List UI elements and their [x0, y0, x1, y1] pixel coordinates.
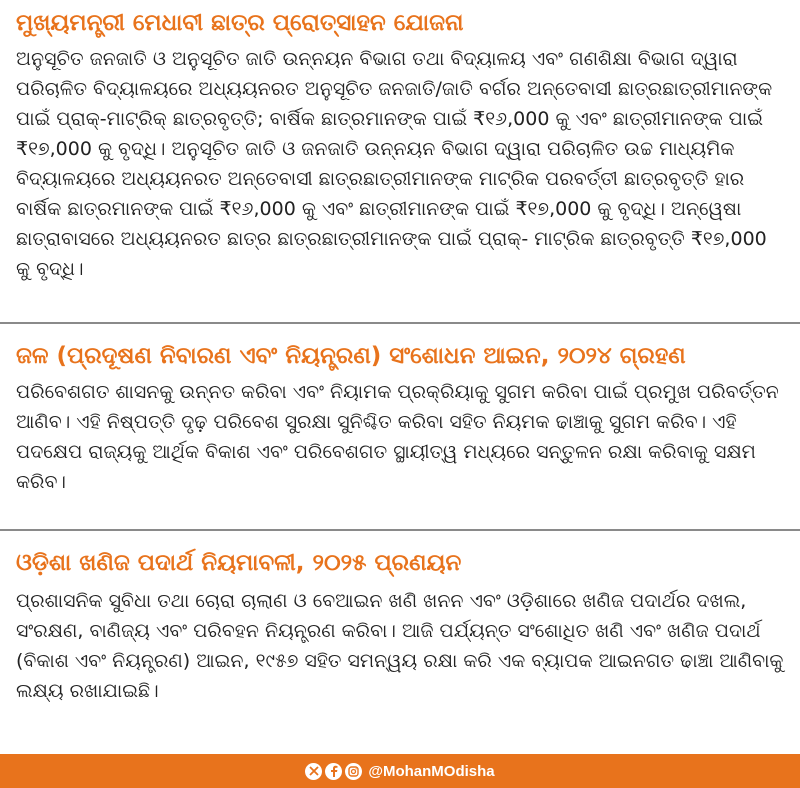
footer-bar [0, 754, 800, 788]
section-title: ଜଳ (ପ୍ରଦୂଷଣ ନିବାରଣ ଏବଂ ନିୟନ୍ତ୍ରଣ) ସଂଶୋଧନ ଆଇନ, ୨୦୨୪ ଗ୍ରହଣ [16, 343, 686, 369]
section-title: ଓଡ଼ିଶା ଖଣିଜ ପଦାର୍ଥ ନିୟମାବଳୀ, ୨୦୨୫ ପ୍ରଣୟନ [16, 550, 462, 576]
social-handle[interactable]: @MohanMOdisha [368, 762, 495, 780]
section-body: ପ୍ରଶାସନିକ ସୁବିଧା ତଥା ଚୋରା ଚାଲାଣ ଓ ବେଆଇନ ଖଣି ଖନନ ଏବଂ ଓଡ଼ିଶାରେ ଖଣିଜ ପଦାର୍ଥର ଦଖଲ, ସଂରକ୍ଷଣ, ବାଣିଜ୍ୟ ଏବଂ ପରିବହନ ନିୟନ୍ତ୍ରଣ କରିବା। ଆଜି ପର୍ଯ୍ୟନ୍ତ ସଂଶୋଧିତ ଖଣି ଏବଂ ଖଣିଜ ପଦାର୍ଥ (ବିକାଶ ଏବଂ ନିୟନ୍ତ୍ରଣ) ଆଇନ, ୧୯୫୭ ସହିତ ସମନ୍ୱୟ ରକ୍ଷା କରି ଏକ ବ୍ୟାପକ ଆଇନଗତ ଢାଞ୍ଚା ଆଣିବାକୁ ଲକ୍ଷ୍ୟ ରଖାଯାଇଛି। [16, 590, 784, 702]
section-title: ମୁଖ୍ୟମନ୍ତ୍ରୀ ମେଧାବୀ ଛାତ୍ର ପ୍ରୋତ୍ସାହନ ଯୋଜନା [16, 10, 464, 36]
section-water-act [0, 323, 800, 529]
section-body: ଅନୁସୂଚିତ ଜନଜାତି ଓ ଅନୁସୂଚିତ ଜାତି ଉନ୍ନୟନ ବିଭାଗ ତଥା ବିଦ୍ୟାଳୟ ଏବଂ ଗଣଶିକ୍ଷା ବିଭାଗ ଦ୍ୱାରା ପରିଚାଳିତ ବିଦ୍ୟାଳୟରେ ଅଧ୍ୟୟନରତ ଅନୁସୂଚିତ ଜନଜାତି/ଜାତି ବର୍ଗର ଅନ୍ତେବାସୀ ଛାତ୍ରଛାତ୍ରୀମାନଙ୍କ ପାଇଁ ପ୍ରାକ୍-ମାଟ୍ରିକ୍ ଛାତ୍ରବୃତ୍ତି; ବାର୍ଷିକ ଛାତ୍ରମାନଙ୍କ ପାଇଁ ₹୧୬,000 କୁ ଏବଂ ଛାତ୍ରୀମାନଙ୍କ ପାଇଁ ₹୧୭,000 କୁ ବୃଦ୍ଧି। ଅନୁସୂଚିତ ଜାତି ଓ ଜନଜାତି ଉନ୍ନୟନ ବିଭାଗ ଦ୍ୱାରା ପରିଚାଳିତ ଉଚ୍ଚ ମାଧ୍ୟମିକ ବିଦ୍ୟାଳୟରେ ଅଧ୍ୟୟନରତ ଅନ୍ତେବାସୀ ଛାତ୍ରଛାତ୍ରୀମାନଙ୍କ ମାଟ୍ରିକ ପରବର୍ତ୍ତୀ ଛାତ୍ରବୃତ୍ତି ହାର ବାର୍ଷିକ ଛାତ୍ରମାନଙ୍କ ପାଇଁ ₹୧୬,000 କୁ ଏବଂ ଛାତ୍ରୀମାନଙ୍କ ପାଇଁ ₹୧୭,000 କୁ ବୃଦ୍ଧି। ଅନ୍ୱେଷା ଛାତ୍ରାବାସରେ ଅଧ୍ୟୟନରତ ଛାତ୍ର ଛାତ୍ରଛାତ୍ରୀମାନଙ୍କ ପାଇଁ ପ୍ରାକ୍- ମାଟ୍ରିକ ଛାତ୍ରବୃତ୍ତି ₹୧୭,000 କୁ ବୃଦ୍ଧି। [16, 48, 773, 280]
section-scholarship [0, 0, 800, 322]
section-body: ପରିବେଶଗତ ଶାସନକୁ ଉନ୍ନତ କରିବା ଏବଂ ନିୟାମକ ପ୍ରକ୍ରିୟାକୁ ସୁଗମ କରିବା ପାଇଁ ପ୍ରମୁଖ ପରିବର୍ତ୍ତନ ଆଣିବ। ଏହି ନିଷ୍ପତ୍ତି ଦୃଢ଼ ପରିବେଶ ସୁରକ୍ଷା ସୁନିଶ୍ଚିତ କରିବା ସହିତ ନିୟମକ ଢାଞ୍ଚାକୁ ସୁଗମ କରିବ। ଏହି ପଦକ୍ଷେପ ରାଜ୍ୟକୁ ଆର୍ଥିକ ବିକାଶ ଏବଂ ପରିବେଶଗତ ସ୍ଥାୟୀତ୍ୱ ମଧ୍ୟରେ ସନ୍ତୁଳନ ରକ୍ଷା କରିବାକୁ ସକ୍ଷମ କରିବ। [16, 381, 779, 493]
instagram-icon[interactable] [345, 763, 362, 780]
facebook-icon[interactable] [325, 763, 342, 780]
x-icon[interactable] [305, 763, 322, 780]
section-mineral-rules [0, 530, 800, 754]
